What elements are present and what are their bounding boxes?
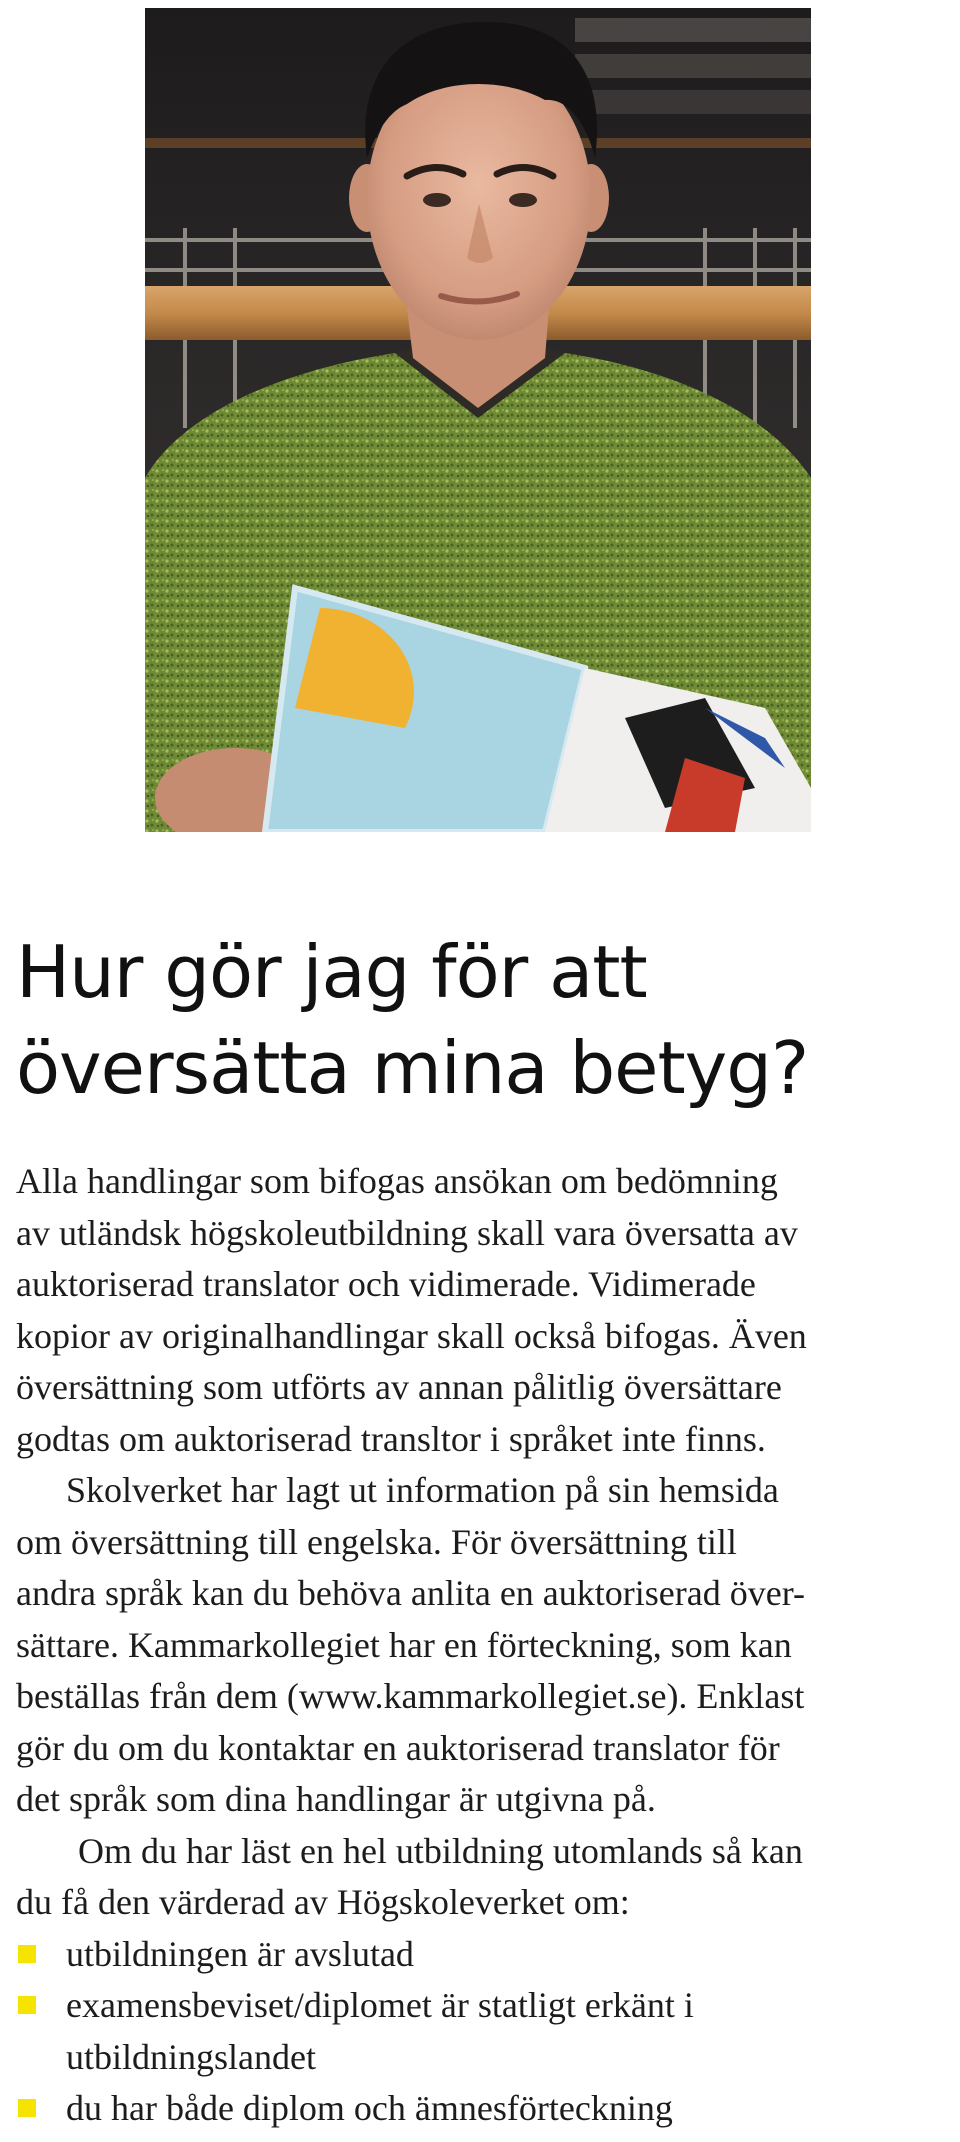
article-body [16, 1156, 956, 2135]
text-line: du har både diplom och ämnesförteckning [66, 2088, 673, 2128]
text-line: om översättning till engelska. För översättning till [16, 1521, 737, 1562]
requirements-list [16, 1929, 956, 2135]
paragraph-1 [16, 1156, 956, 1465]
text-line: du få den värderad av Högskoleverket om: [16, 1882, 630, 1922]
text-line: Skolverket har lagt ut information på sin hemsida [66, 1470, 779, 1510]
portrait-illustration [145, 8, 811, 832]
square-bullet-icon [18, 1945, 36, 1963]
title-line-1: Hur gör jag för att [16, 930, 647, 1014]
text-line: gör du om du kontaktar en auktoriserad translator för [16, 1727, 780, 1768]
text-line: utbildningen är avslutad [66, 1933, 414, 1974]
text-line: Alla handlingar som bifogas ansökan om bedömning [16, 1161, 778, 1201]
square-bullet-icon [18, 2099, 36, 2117]
square-bullet-icon [18, 1996, 36, 2014]
paragraph-2 [16, 1465, 956, 1826]
text-line: beställas från dem (www.kammarkollegiet.se). Enklast [16, 1676, 805, 1716]
text-line: examensbeviset/diplomet är statligt erkänt i [66, 1985, 694, 2025]
text-line: andra språk kan du behöva anlita en auktoriserad över- [16, 1573, 805, 1613]
text-line: kopior av originalhandlingar skall också bifogas. Även [16, 1315, 807, 1356]
text-line: sättare. Kammarkollegiet har en förteckning, som kan [16, 1624, 792, 1665]
text-line: godtas om auktoriserad transltor i språket inte finns. [16, 1418, 766, 1459]
text-line: auktoriserad translator och vidimerade. Vidimerade [16, 1264, 756, 1304]
text-line: översättning som utförts av annan pålitlig översättare [16, 1367, 782, 1407]
paragraph-3 [16, 1826, 956, 1929]
list-item [16, 1980, 956, 2083]
list-item [16, 2083, 956, 2135]
text-line: Om du har läst en hel utbildning utomlands så kan [78, 1830, 803, 1871]
portrait-photo [145, 8, 811, 832]
title-line-2: översätta mina betyg? [16, 1026, 809, 1110]
text-line: utbildningslandet [66, 2036, 316, 2077]
page-title [16, 924, 936, 1116]
text-line: det språk som dina handlingar är utgivna på. [16, 1779, 656, 1819]
list-item [16, 1929, 956, 1981]
text-line: av utländsk högskoleutbildning skall vara översatta av [16, 1212, 798, 1253]
